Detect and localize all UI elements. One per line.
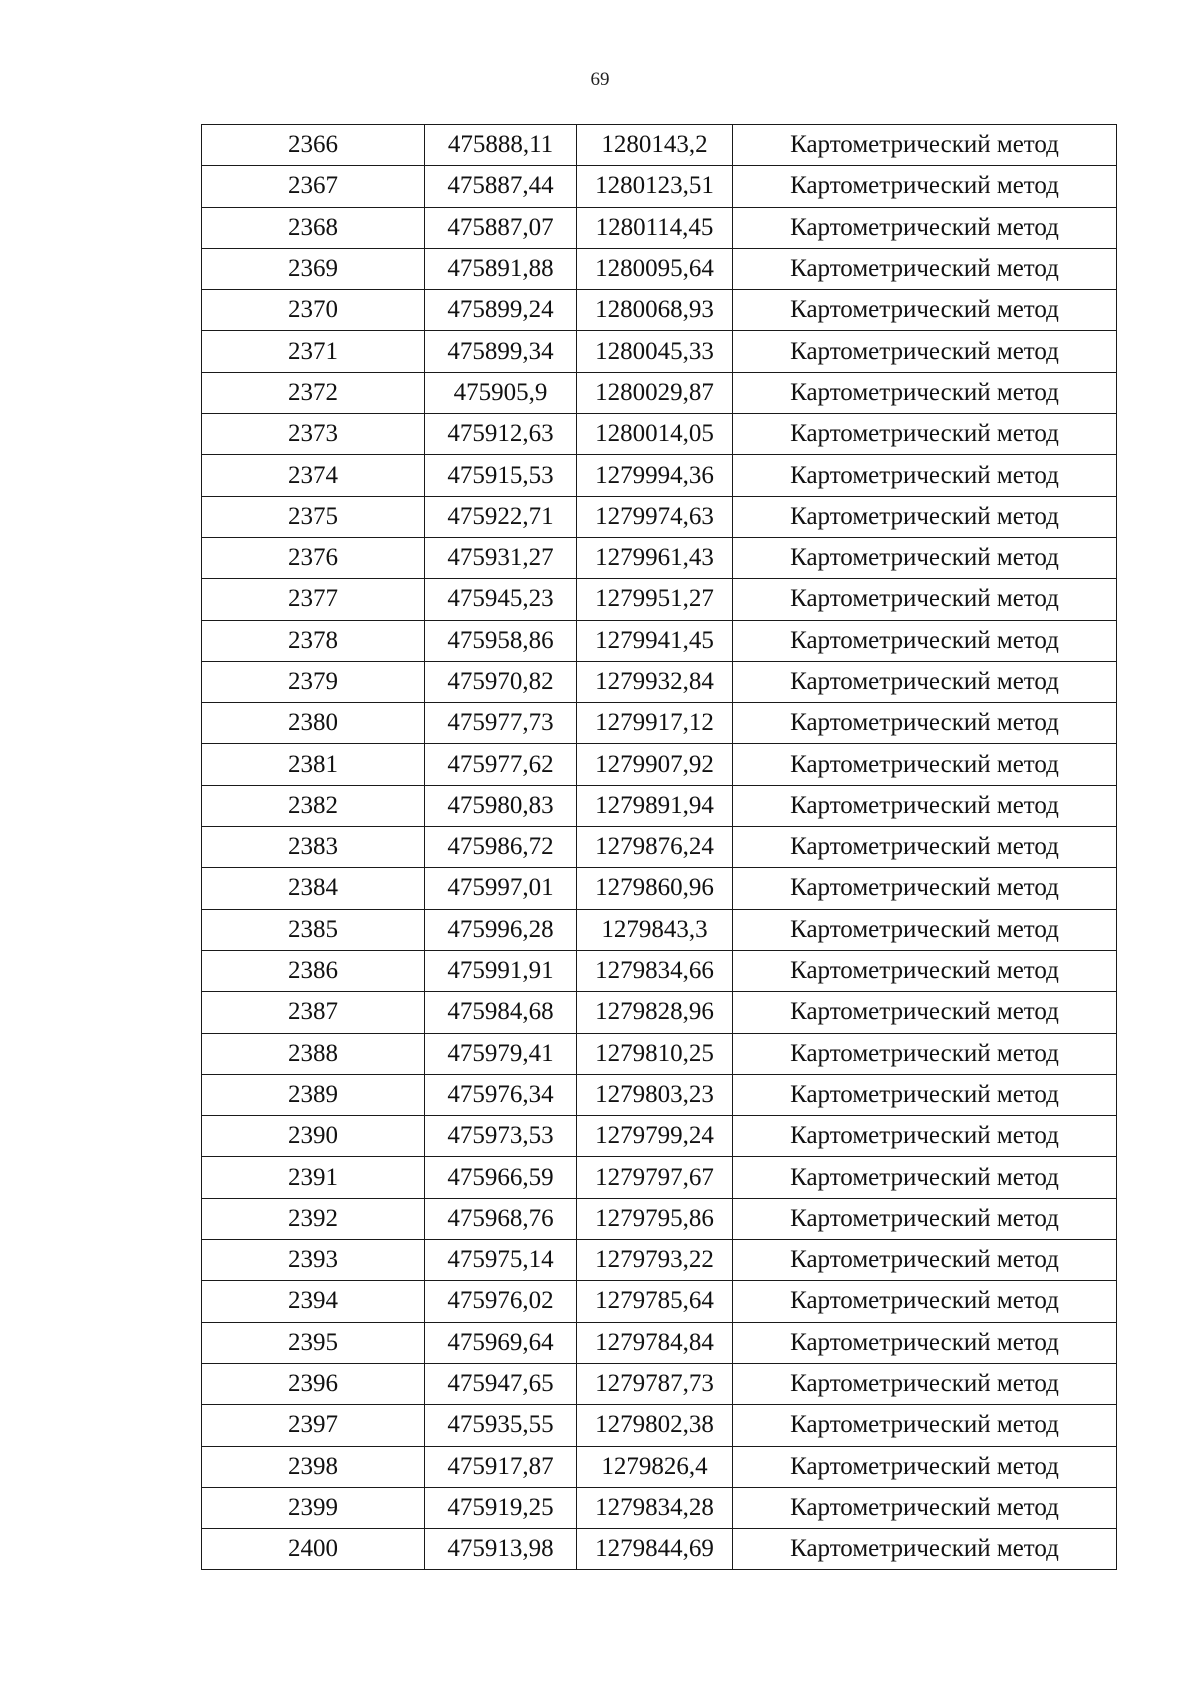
point-number-cell: 2393 [202, 1240, 425, 1281]
table-row [202, 248, 1117, 289]
y-coordinate-cell: 1279891,94 [577, 785, 733, 826]
method-cell: Картометрический метод [733, 1198, 1117, 1239]
table-row [202, 703, 1117, 744]
x-coordinate-cell: 475912,63 [425, 414, 577, 455]
x-coordinate-cell: 475991,91 [425, 950, 577, 991]
x-coordinate-cell: 475887,07 [425, 207, 577, 248]
point-number-cell: 2373 [202, 414, 425, 455]
y-coordinate-cell: 1279802,38 [577, 1405, 733, 1446]
table-row [202, 1405, 1117, 1446]
table-row [202, 125, 1117, 166]
table-row [202, 455, 1117, 496]
method-cell: Картометрический метод [733, 496, 1117, 537]
method-cell: Картометрический метод [733, 125, 1117, 166]
x-coordinate-cell: 475922,71 [425, 496, 577, 537]
point-number-cell: 2376 [202, 537, 425, 578]
y-coordinate-cell: 1280029,87 [577, 372, 733, 413]
method-cell: Картометрический метод [733, 992, 1117, 1033]
method-cell: Картометрический метод [733, 1281, 1117, 1322]
x-coordinate-cell: 475945,23 [425, 579, 577, 620]
method-cell: Картометрический метод [733, 579, 1117, 620]
method-cell: Картометрический метод [733, 1074, 1117, 1115]
method-cell: Картометрический метод [733, 290, 1117, 331]
point-number-cell: 2381 [202, 744, 425, 785]
method-cell: Картометрический метод [733, 1487, 1117, 1528]
point-number-cell: 2378 [202, 620, 425, 661]
method-cell: Картометрический метод [733, 414, 1117, 455]
table-row [202, 1033, 1117, 1074]
y-coordinate-cell: 1279843,3 [577, 909, 733, 950]
point-number-cell: 2399 [202, 1487, 425, 1528]
table-row [202, 414, 1117, 455]
x-coordinate-cell: 475899,34 [425, 331, 577, 372]
x-coordinate-cell: 475986,72 [425, 827, 577, 868]
x-coordinate-cell: 475919,25 [425, 1487, 577, 1528]
x-coordinate-cell: 475905,9 [425, 372, 577, 413]
method-cell: Картометрический метод [733, 372, 1117, 413]
x-coordinate-cell: 475969,64 [425, 1322, 577, 1363]
method-cell: Картометрический метод [733, 909, 1117, 950]
y-coordinate-cell: 1279932,84 [577, 661, 733, 702]
point-number-cell: 2397 [202, 1405, 425, 1446]
table-row [202, 331, 1117, 372]
x-coordinate-cell: 475976,02 [425, 1281, 577, 1322]
method-cell: Картометрический метод [733, 207, 1117, 248]
table-row [202, 1240, 1117, 1281]
x-coordinate-cell: 475977,73 [425, 703, 577, 744]
y-coordinate-cell: 1280123,51 [577, 166, 733, 207]
method-cell: Картометрический метод [733, 620, 1117, 661]
table-row [202, 372, 1117, 413]
x-coordinate-cell: 475915,53 [425, 455, 577, 496]
y-coordinate-cell: 1279787,73 [577, 1363, 733, 1404]
table-row [202, 1487, 1117, 1528]
table-row [202, 1198, 1117, 1239]
table-row [202, 909, 1117, 950]
method-cell: Картометрический метод [733, 1116, 1117, 1157]
table-row [202, 785, 1117, 826]
x-coordinate-cell: 475891,88 [425, 248, 577, 289]
x-coordinate-cell: 475935,55 [425, 1405, 577, 1446]
method-cell: Картометрический метод [733, 331, 1117, 372]
x-coordinate-cell: 475966,59 [425, 1157, 577, 1198]
table-row [202, 744, 1117, 785]
table-row [202, 827, 1117, 868]
method-cell: Картометрический метод [733, 868, 1117, 909]
point-number-cell: 2377 [202, 579, 425, 620]
y-coordinate-cell: 1279784,84 [577, 1322, 733, 1363]
method-cell: Картометрический метод [733, 744, 1117, 785]
point-number-cell: 2394 [202, 1281, 425, 1322]
point-number-cell: 2382 [202, 785, 425, 826]
method-cell: Картометрический метод [733, 1405, 1117, 1446]
point-number-cell: 2386 [202, 950, 425, 991]
point-number-cell: 2398 [202, 1446, 425, 1487]
method-cell: Картометрический метод [733, 537, 1117, 578]
point-number-cell: 2380 [202, 703, 425, 744]
point-number-cell: 2379 [202, 661, 425, 702]
x-coordinate-cell: 475917,87 [425, 1446, 577, 1487]
method-cell: Картометрический метод [733, 1446, 1117, 1487]
table-row [202, 166, 1117, 207]
y-coordinate-cell: 1279974,63 [577, 496, 733, 537]
table-row [202, 537, 1117, 578]
point-number-cell: 2370 [202, 290, 425, 331]
point-number-cell: 2375 [202, 496, 425, 537]
x-coordinate-cell: 475970,82 [425, 661, 577, 702]
table-row [202, 1157, 1117, 1198]
y-coordinate-cell: 1279941,45 [577, 620, 733, 661]
point-number-cell: 2390 [202, 1116, 425, 1157]
y-coordinate-cell: 1279828,96 [577, 992, 733, 1033]
point-number-cell: 2385 [202, 909, 425, 950]
point-number-cell: 2388 [202, 1033, 425, 1074]
y-coordinate-cell: 1279834,28 [577, 1487, 733, 1528]
point-number-cell: 2392 [202, 1198, 425, 1239]
x-coordinate-cell: 475984,68 [425, 992, 577, 1033]
x-coordinate-cell: 475996,28 [425, 909, 577, 950]
y-coordinate-cell: 1280014,05 [577, 414, 733, 455]
x-coordinate-cell: 475913,98 [425, 1529, 577, 1570]
x-coordinate-cell: 475887,44 [425, 166, 577, 207]
table-row [202, 579, 1117, 620]
y-coordinate-cell: 1279795,86 [577, 1198, 733, 1239]
table-row [202, 1074, 1117, 1115]
y-coordinate-cell: 1280045,33 [577, 331, 733, 372]
x-coordinate-cell: 475997,01 [425, 868, 577, 909]
point-number-cell: 2395 [202, 1322, 425, 1363]
method-cell: Картометрический метод [733, 950, 1117, 991]
table-row [202, 868, 1117, 909]
y-coordinate-cell: 1279860,96 [577, 868, 733, 909]
method-cell: Картометрический метод [733, 703, 1117, 744]
point-number-cell: 2389 [202, 1074, 425, 1115]
y-coordinate-cell: 1279876,24 [577, 827, 733, 868]
y-coordinate-cell: 1279907,92 [577, 744, 733, 785]
table-row [202, 290, 1117, 331]
coordinates-table [201, 124, 1117, 1570]
point-number-cell: 2374 [202, 455, 425, 496]
table-row [202, 1116, 1117, 1157]
method-cell: Картометрический метод [733, 1363, 1117, 1404]
method-cell: Картометрический метод [733, 827, 1117, 868]
y-coordinate-cell: 1279793,22 [577, 1240, 733, 1281]
method-cell: Картометрический метод [733, 1033, 1117, 1074]
y-coordinate-cell: 1279797,67 [577, 1157, 733, 1198]
point-number-cell: 2391 [202, 1157, 425, 1198]
point-number-cell: 2366 [202, 125, 425, 166]
point-number-cell: 2383 [202, 827, 425, 868]
x-coordinate-cell: 475975,14 [425, 1240, 577, 1281]
y-coordinate-cell: 1279917,12 [577, 703, 733, 744]
x-coordinate-cell: 475980,83 [425, 785, 577, 826]
method-cell: Картометрический метод [733, 166, 1117, 207]
x-coordinate-cell: 475931,27 [425, 537, 577, 578]
table-row [202, 207, 1117, 248]
y-coordinate-cell: 1279834,66 [577, 950, 733, 991]
x-coordinate-cell: 475973,53 [425, 1116, 577, 1157]
point-number-cell: 2367 [202, 166, 425, 207]
method-cell: Картометрический метод [733, 785, 1117, 826]
method-cell: Картометрический метод [733, 1157, 1117, 1198]
method-cell: Картометрический метод [733, 455, 1117, 496]
y-coordinate-cell: 1280114,45 [577, 207, 733, 248]
point-number-cell: 2368 [202, 207, 425, 248]
y-coordinate-cell: 1279961,43 [577, 537, 733, 578]
table-row [202, 1363, 1117, 1404]
method-cell: Картометрический метод [733, 1240, 1117, 1281]
y-coordinate-cell: 1279803,23 [577, 1074, 733, 1115]
x-coordinate-cell: 475888,11 [425, 125, 577, 166]
y-coordinate-cell: 1280068,93 [577, 290, 733, 331]
y-coordinate-cell: 1279785,64 [577, 1281, 733, 1322]
x-coordinate-cell: 475977,62 [425, 744, 577, 785]
point-number-cell: 2371 [202, 331, 425, 372]
table-row [202, 496, 1117, 537]
table-row [202, 661, 1117, 702]
page-number: 69 [590, 69, 610, 90]
y-coordinate-cell: 1280143,2 [577, 125, 733, 166]
y-coordinate-cell: 1279844,69 [577, 1529, 733, 1570]
point-number-cell: 2369 [202, 248, 425, 289]
table-row [202, 1446, 1117, 1487]
method-cell: Картометрический метод [733, 248, 1117, 289]
point-number-cell: 2396 [202, 1363, 425, 1404]
table-row [202, 1322, 1117, 1363]
point-number-cell: 2387 [202, 992, 425, 1033]
point-number-cell: 2372 [202, 372, 425, 413]
y-coordinate-cell: 1279810,25 [577, 1033, 733, 1074]
x-coordinate-cell: 475947,65 [425, 1363, 577, 1404]
y-coordinate-cell: 1279799,24 [577, 1116, 733, 1157]
y-coordinate-cell: 1279994,36 [577, 455, 733, 496]
method-cell: Картометрический метод [733, 1322, 1117, 1363]
point-number-cell: 2400 [202, 1529, 425, 1570]
table-row [202, 1281, 1117, 1322]
y-coordinate-cell: 1280095,64 [577, 248, 733, 289]
x-coordinate-cell: 475976,34 [425, 1074, 577, 1115]
point-number-cell: 2384 [202, 868, 425, 909]
method-cell: Картометрический метод [733, 661, 1117, 702]
table-row [202, 1529, 1117, 1570]
table-row [202, 620, 1117, 661]
table-row [202, 950, 1117, 991]
coordinates-table-body [202, 125, 1117, 1570]
x-coordinate-cell: 475979,41 [425, 1033, 577, 1074]
x-coordinate-cell: 475899,24 [425, 290, 577, 331]
x-coordinate-cell: 475968,76 [425, 1198, 577, 1239]
x-coordinate-cell: 475958,86 [425, 620, 577, 661]
method-cell: Картометрический метод [733, 1529, 1117, 1570]
y-coordinate-cell: 1279826,4 [577, 1446, 733, 1487]
table-row [202, 992, 1117, 1033]
y-coordinate-cell: 1279951,27 [577, 579, 733, 620]
